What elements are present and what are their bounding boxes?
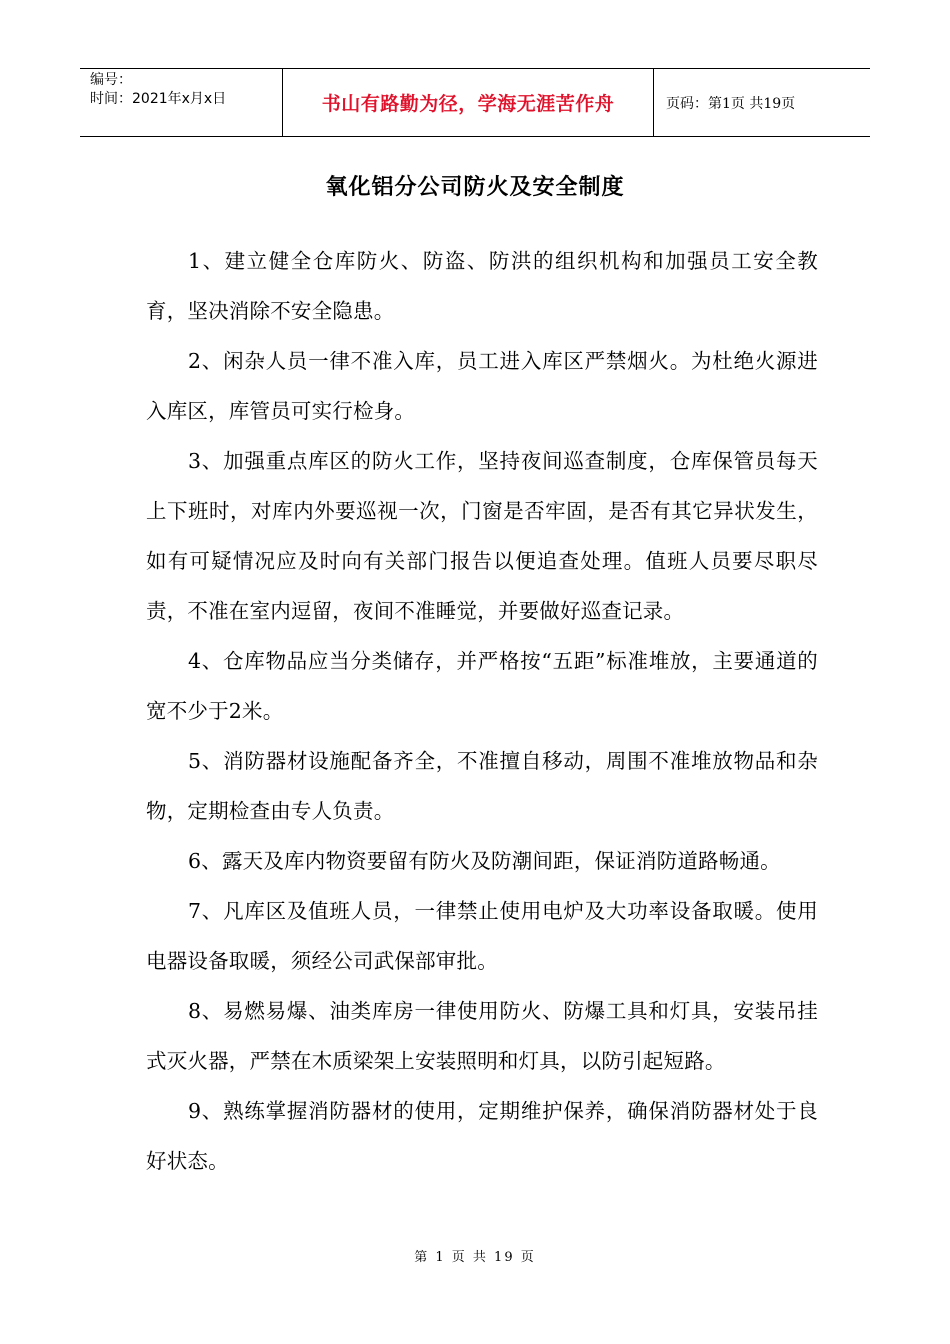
rule-paragraph: 2、闲杂人员一律不准入库，员工进入库区严禁烟火。为杜绝火源进入库区，库管员可实行检身。 xyxy=(146,349,818,423)
rule-paragraph: 3、加强重点库区的防火工作，坚持夜间巡查制度，仓库保管员每天上下班时，对库内外要巡视一次，门窗是否牢固，是否有其它异状发生，如有可疑情况应及时向有关部门报告以便追查处理。值班人员要尽职尽责，不准在室内逗留，夜间不准睡觉，并要做好巡查记录。 xyxy=(146,449,818,623)
document-date-label: 时间：2021年x月x日 xyxy=(90,91,227,107)
rule-paragraph: 7、凡库区及值班人员，一律禁止使用电炉及大功率设备取暖。使用电器设备取暖，须经公司武保部审批。 xyxy=(146,899,818,973)
header-page-cell xyxy=(654,69,870,136)
page-header xyxy=(80,68,870,137)
header-page-label: 页码：第1页 共19页 xyxy=(666,95,796,112)
header-meta xyxy=(80,69,282,136)
document-body xyxy=(146,236,818,1186)
header-motto: 书山有路勤为径，学海无涯苦作舟 xyxy=(321,93,615,115)
rule-paragraph: 4、仓库物品应当分类储存，并严格按“五距”标准堆放，主要通道的宽不少于2米。 xyxy=(146,649,818,723)
rule-paragraph: 8、易燃易爆、油类库房一律使用防火、防爆工具和灯具，安装吊挂式灭火器，严禁在木质梁架上安装照明和灯具，以防引起短路。 xyxy=(146,999,818,1073)
document-title: 氧化铝分公司防火及安全制度 xyxy=(325,175,625,200)
document-number-label: 编号： xyxy=(90,72,132,88)
rule-paragraph: 9、熟练掌握消防器材的使用，定期维护保养，确保消防器材处于良好状态。 xyxy=(146,1099,818,1173)
rule-paragraph: 1、建立健全仓库防火、防盗、防洪的组织机构和加强员工安全教育，坚决消除不安全隐患。 xyxy=(146,249,818,323)
page-footer: 第 1 页 共 19 页 xyxy=(414,1250,536,1265)
rule-paragraph: 5、消防器材设施配备齐全，不准擅自移动，周围不准堆放物品和杂物，定期检查由专人负责。 xyxy=(146,749,818,823)
header-motto-cell xyxy=(282,69,654,136)
rule-paragraph: 6、露天及库内物资要留有防火及防潮间距，保证消防道路畅通。 xyxy=(188,849,781,873)
